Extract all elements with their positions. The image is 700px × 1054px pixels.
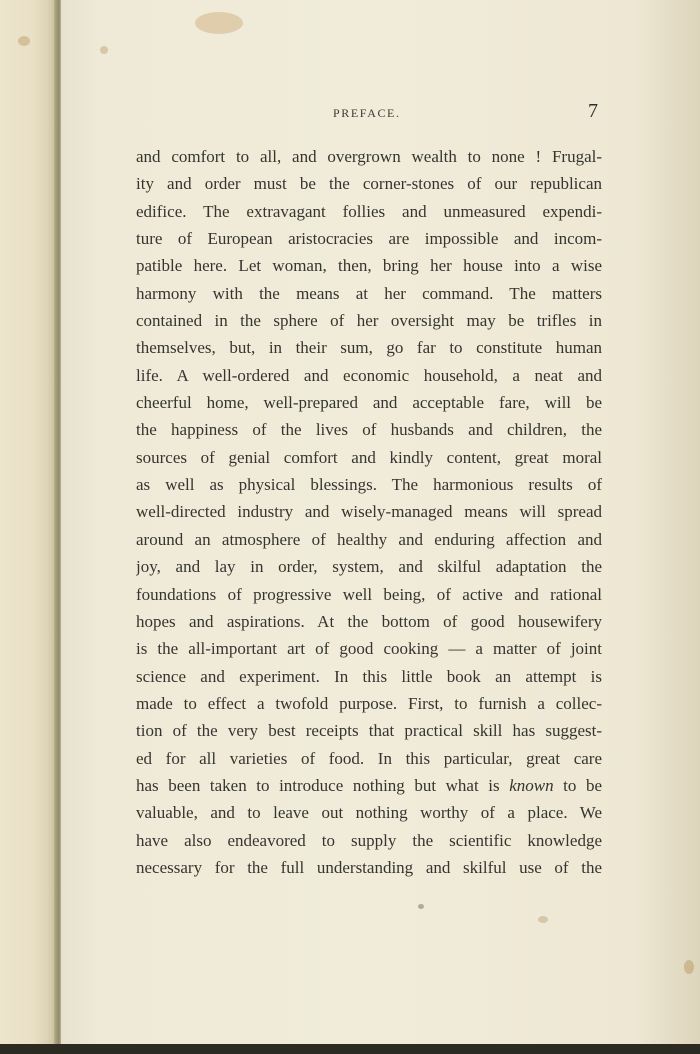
text-segment: to be [563,775,602,795]
running-head [0,100,700,126]
text-line: ture of European aristocracies are impossible and incom- [136,229,602,249]
preface-body-text [136,143,602,881]
text-line: themselves, but, in their sum, go far to constitute human [136,338,602,358]
text-line: foundations of progressive well being, of active and rational [136,584,602,604]
text-line: hopes and aspirations. At the bottom of good housewifery [136,611,602,631]
page-number: 7 [588,100,598,122]
text-line: harmony with the means at her command. The matters [136,283,602,303]
text-segment: has been taken to introduce nothing but what is [136,775,500,795]
text-line: life. A well-ordered and economic household, a neat and [136,365,602,385]
text-line: patible here. Let woman, then, bring her house into a wise [136,256,602,276]
text-line: necessary for the full understanding and skilful use of the [136,857,602,877]
text-line: sources of genial comfort and kindly content, great moral [136,447,602,467]
foxing-stain [418,904,424,909]
foxing-stain [538,916,548,923]
text-line: tion of the very best receipts that practical skill has suggest- [136,721,602,741]
text-line: as well as physical blessings. The harmonious results of [136,475,602,495]
text-line: ed for all varieties of food. In this particular, great care [136,748,602,768]
text-line: science and experiment. In this little book an attempt is [136,666,602,686]
scan-bottom-edge [0,1044,700,1054]
text-line: have also endeavored to supply the scientific knowledge [136,830,602,850]
text-line: is the all-important art of good cooking — a matter of joint [136,639,602,659]
text-line: valuable, and to leave out nothing worthy of a place. We [136,803,602,823]
foxing-stain [684,960,694,974]
text-line: ity and order must be the corner-stones of our republican [136,174,602,194]
text-line: around an atmosphere of healthy and enduring affection and [136,529,602,549]
text-line: the happiness of the lives of husbands and children, the [136,420,602,440]
text-line: well-directed industry and wisely-managed means will spread [136,502,602,522]
foxing-stain [18,36,30,46]
running-head-title: PREFACE. [333,106,401,120]
text-line: cheerful home, well-prepared and acceptable fare, will be [136,393,602,413]
text-line-with-emphasis [136,772,602,799]
foxing-stain [100,46,108,54]
text-line: joy, and lay in order, system, and skilful adaptation the [136,557,602,577]
left-page-edge [0,0,60,1054]
text-line: edifice. The extravagant follies and unmeasured expendi- [136,201,602,221]
text-line: made to effect a twofold purpose. First, to furnish a collec- [136,693,602,713]
emphasized-word: known [509,775,554,795]
text-line: and comfort to all, and overgrown wealth to none ! Frugal- [136,147,602,166]
foxing-stain [195,12,243,34]
text-line: contained in the sphere of her oversight may be trifles in [136,311,602,331]
